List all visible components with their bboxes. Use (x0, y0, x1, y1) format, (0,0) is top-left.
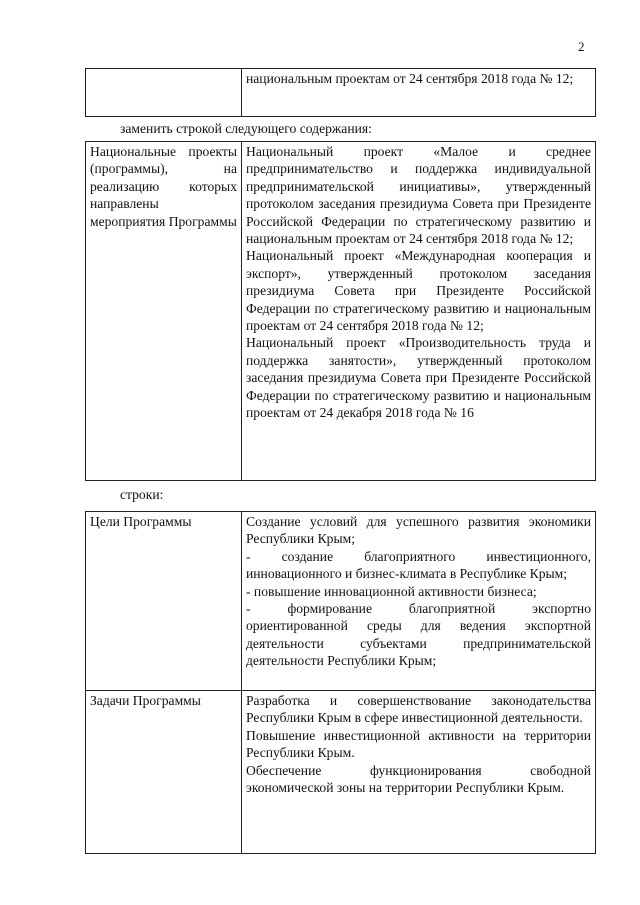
paragraph-project-2: Национальный проект «Международная кооперация и экспорт», утвержденный протоколом заседания президиума Совета при Президенте Российской Федерации по стратегическому развитию и национальным проектам от 24 сентября 2018 года № 12; (246, 248, 591, 334)
paragraph-goal-3: - повышение инновационной активности бизнеса; (246, 583, 537, 599)
paragraph-task-3: Обеспечение функционирования свободной экономической зоны на территории Республики Крым. (246, 762, 591, 796)
table-cell-right: национальным проектам от 24 сентября 2018 года № 12; (242, 69, 596, 117)
table-row (86, 69, 596, 117)
cell-tasks-label: Задачи Программы (86, 691, 242, 854)
paragraph-task-1: Разработка и совершенствование законодательства Республики Крым в сфере инвестиционной деятельности. (246, 693, 591, 726)
paragraph-task-2: Повышение инвестиционной активности на территории Республики Крым. (246, 727, 591, 761)
rows-note: строки: (120, 487, 164, 502)
cell-national-projects-list (242, 142, 596, 481)
table-replacement (85, 141, 596, 481)
table-goals-tasks (85, 511, 596, 854)
table-top-fragment (85, 68, 596, 117)
cell-goals-content (242, 512, 596, 691)
page-number: 2 (578, 39, 585, 54)
table-cell-left (86, 69, 242, 117)
table-row (86, 512, 596, 691)
paragraph-project-1: Национальный проект «Малое и среднее предпринимательство и поддержка индивидуальной предпринимательской инициативы», утвержденный протоколом заседания президиума Совета при Президенте Российской Федерации по стратегическому развитию и национальным проектам от 24 сентября 2018 года № 12; (246, 144, 591, 247)
paragraph-goal-2: - создание благоприятного инвестиционного, инновационного и бизнес-климата в Республике Крым; (246, 548, 591, 582)
cell-tasks-content (242, 691, 596, 854)
paragraph-goal-4: - формирование благоприятной экспортно ориентированной среды для ведения экспортной деятельности субъектами предпринимательской деятельности Республики Крым; (246, 601, 591, 669)
replace-note: заменить строкой следующего содержания: (120, 121, 372, 136)
table-row (86, 142, 596, 481)
paragraph-project-3: Национальный проект «Производительность труда и поддержка занятости», утвержденный протоколом заседания президиума Совета при Президенте Российской Федерации по стратегическому развитию и национальным проектам от 24 декабря 2018 года № 16 (246, 335, 591, 421)
paragraph-goal-1: Создание условий для успешного развития экономики Республики Крым; (246, 514, 591, 547)
cell-national-projects-label: Национальные проекты (программы), на реализацию которых направлены мероприятия Программы (86, 142, 242, 481)
cell-goals-label: Цели Программы (86, 512, 242, 691)
table-row (86, 691, 596, 854)
